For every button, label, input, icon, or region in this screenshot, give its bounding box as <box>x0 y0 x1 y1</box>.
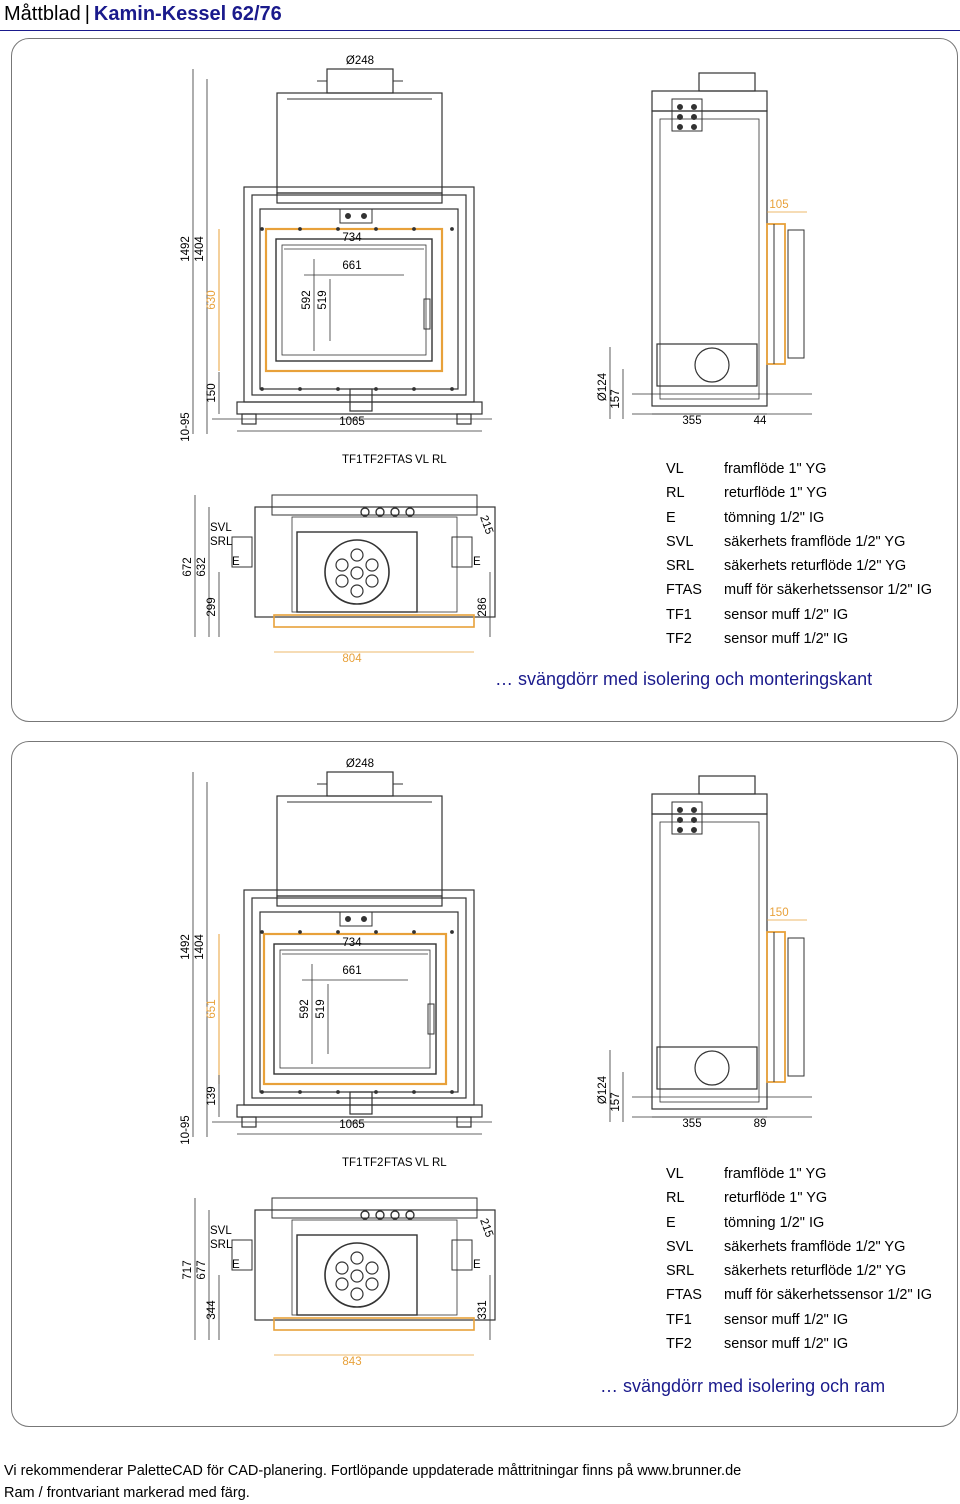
connection-label-rl: RL <box>432 1157 447 1169</box>
frame-height-label: 651 <box>206 999 218 1019</box>
legend-key: SVL <box>666 533 694 550</box>
legend-key: VL <box>666 1166 684 1182</box>
legend-row <box>666 530 932 554</box>
panel-caption: … svängdörr med isolering och ram <box>600 1376 886 1396</box>
feet-height-label: 10-95 <box>180 412 192 442</box>
legend-desc: returflöde 1" YG <box>724 1190 828 1207</box>
legend-row <box>666 1283 932 1307</box>
total-height-label: 1492 <box>180 236 192 262</box>
connection-label-rl: RL <box>432 454 447 466</box>
base-height-label: 139 <box>206 1086 218 1106</box>
connection-label-svl: SVL <box>210 1225 232 1237</box>
legend-row <box>666 1162 932 1186</box>
connection-label-tf2: TF2 <box>363 454 384 466</box>
legend-row <box>666 481 932 505</box>
footer-line-2: Ram / frontvariant markerad med färg. <box>4 1485 250 1501</box>
legend-row <box>666 1211 932 1235</box>
door-depth-label: 105 <box>769 199 789 211</box>
legend-row <box>666 1332 932 1356</box>
legend-desc: framflöde 1" YG <box>724 1166 827 1182</box>
side-depth-label: 355 <box>682 1118 702 1130</box>
connection-label-ftas: FTAS <box>384 1157 413 1169</box>
connection-label-srl: SRL <box>210 536 233 548</box>
top-angle-label: 215 <box>477 513 496 537</box>
inner-height-label: 1404 <box>194 934 206 960</box>
connection-label-e-right: E <box>473 556 481 568</box>
body-width-label: 1065 <box>339 416 365 428</box>
connection-label-svl: SVL <box>210 522 232 534</box>
legend-row <box>666 578 932 602</box>
connection-label-tf2: TF2 <box>363 1157 384 1169</box>
flue-diameter-label: Ø248 <box>345 55 375 67</box>
legend-key: SRL <box>666 558 695 575</box>
glass-height-label: 592 <box>299 999 311 1019</box>
legend-key: TF2 <box>666 1336 692 1353</box>
legend-row <box>666 627 932 651</box>
legend-key: RL <box>666 1190 685 1207</box>
top-depth-label: 672 <box>182 557 194 577</box>
legend-row <box>666 603 932 627</box>
connection-label-vl: VL <box>415 1157 430 1169</box>
top-front-depth-label: 299 <box>206 597 218 617</box>
connection-legend <box>666 1162 932 1356</box>
connection-label-ftas: FTAS <box>384 454 413 466</box>
legend-row <box>666 1308 932 1332</box>
drawing-panel-1 <box>11 38 958 722</box>
legend-desc: tömning 1/2" IG <box>724 509 825 526</box>
legend-desc: säkerhets returflöde 1/2" YG <box>724 558 907 575</box>
legend-row <box>666 1259 932 1283</box>
legend-row <box>666 457 932 481</box>
top-inner-depth-label: 677 <box>196 1260 208 1280</box>
connection-label-vl: VL <box>415 454 430 466</box>
top-front-depth-label: 344 <box>206 1300 218 1320</box>
body-width-label: 1065 <box>339 1119 365 1131</box>
legend-desc: muff för säkerhetssensor 1/2" IG <box>724 1287 932 1304</box>
legend-desc: säkerhets framflöde 1/2" YG <box>724 533 906 550</box>
side-height-label: 157 <box>610 1092 622 1112</box>
base-height-label: 150 <box>206 383 218 403</box>
inner-height-label: 1404 <box>194 236 206 262</box>
connection-label-tf1: TF1 <box>342 1157 363 1169</box>
side-front-label: 44 <box>753 415 767 427</box>
legend-desc: framflöde 1" YG <box>724 461 827 477</box>
connection-label-srl: SRL <box>210 1239 233 1251</box>
connection-label-e-left: E <box>232 556 240 568</box>
legend-row <box>666 506 932 530</box>
glass-width-label: 734 <box>342 937 362 949</box>
legend-desc: sensor muff 1/2" IG <box>724 631 849 648</box>
legend-desc: sensor muff 1/2" IG <box>724 606 849 623</box>
legend-desc: sensor muff 1/2" IG <box>724 1311 849 1328</box>
legend-desc: returflöde 1" YG <box>724 485 828 502</box>
legend-key: VL <box>666 461 684 477</box>
legend-desc: säkerhets returflöde 1/2" YG <box>724 1263 907 1280</box>
connection-legend <box>666 457 932 651</box>
side-front-label: 89 <box>753 1118 767 1130</box>
legend-desc: tömning 1/2" IG <box>724 1214 825 1231</box>
total-height-label: 1492 <box>180 934 192 960</box>
side-depth-label: 355 <box>682 415 702 427</box>
side-flue-diameter-label: Ø124 <box>597 1075 609 1105</box>
legend-desc: säkerhets framflöde 1/2" YG <box>724 1238 906 1255</box>
drawing-panel-2 <box>11 741 958 1427</box>
top-width-label: 843 <box>342 1356 362 1368</box>
header-rule <box>0 30 960 31</box>
legend-key: FTAS <box>666 582 702 599</box>
legend-key: E <box>666 509 676 526</box>
legend-key: SVL <box>666 1238 694 1255</box>
legend-row <box>666 1235 932 1259</box>
feet-height-label: 10-95 <box>180 1115 192 1145</box>
legend-key: TF2 <box>666 631 692 648</box>
panel-caption: … svängdörr med isolering och monteringskant <box>495 669 873 689</box>
header-prefix: Måttblad <box>4 3 81 25</box>
legend-desc: muff för säkerhetssensor 1/2" IG <box>724 582 932 599</box>
legend-key: TF1 <box>666 1311 692 1328</box>
legend-row <box>666 554 932 578</box>
connection-label-e-right: E <box>473 1259 481 1271</box>
frame-height-label: 630 <box>206 290 218 310</box>
legend-row <box>666 1186 932 1210</box>
glass-height-label: 592 <box>301 290 313 310</box>
glass-width-label: 734 <box>342 232 362 244</box>
top-inner-depth-label: 632 <box>196 557 208 577</box>
glass-inner-width-label: 661 <box>342 965 362 977</box>
side-flue-diameter-label: Ø124 <box>597 372 609 402</box>
glass-inner-height-label: 519 <box>317 290 329 310</box>
top-width-label: 804 <box>342 653 362 665</box>
top-depth-label: 717 <box>182 1260 194 1280</box>
footer-line-1: Vi rekommenderar PaletteCAD för CAD-planering. Fortlöpande uppdaterade måttritningar finns på www.brunner.de <box>4 1463 742 1479</box>
top-rear-depth-label: 286 <box>477 597 489 617</box>
legend-key: RL <box>666 485 685 502</box>
legend-key: FTAS <box>666 1287 702 1304</box>
glass-inner-height-label: 519 <box>315 999 327 1019</box>
top-angle-label: 215 <box>477 1216 496 1240</box>
legend-key: SRL <box>666 1263 695 1280</box>
door-depth-label: 150 <box>769 907 789 919</box>
glass-inner-width-label: 661 <box>342 260 362 272</box>
flue-diameter-label: Ø248 <box>345 758 375 770</box>
header-title: Kamin-Kessel 62/76 <box>93 3 282 25</box>
legend-desc: sensor muff 1/2" IG <box>724 1336 849 1353</box>
legend-key: E <box>666 1214 676 1231</box>
page-header <box>4 2 282 26</box>
header-separator: | <box>84 3 90 25</box>
connection-label-tf1: TF1 <box>342 454 363 466</box>
legend-key: TF1 <box>666 606 692 623</box>
top-rear-depth-label: 331 <box>477 1300 489 1320</box>
connection-label-e-left: E <box>232 1259 240 1271</box>
side-height-label: 157 <box>610 389 622 409</box>
